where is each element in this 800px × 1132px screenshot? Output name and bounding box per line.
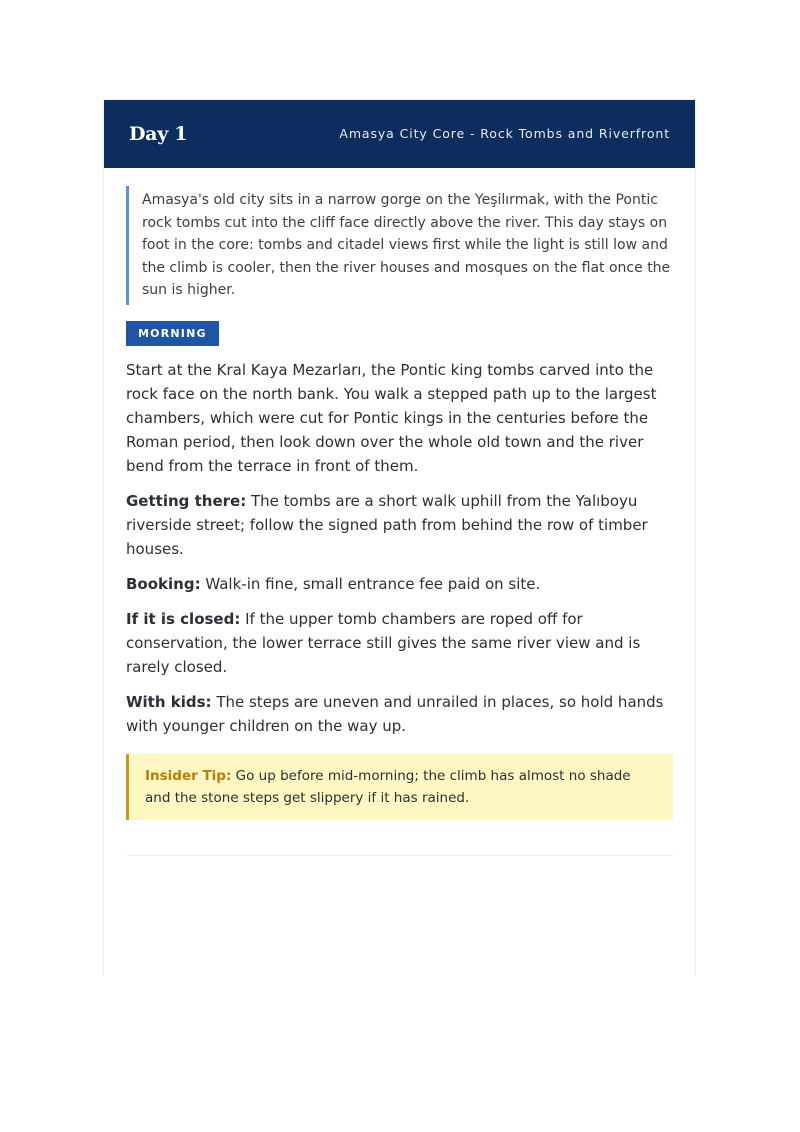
insider-tip-label: Insider Tip:	[145, 767, 232, 784]
insider-tip-box	[126, 754, 673, 820]
booking-label: Booking:	[126, 574, 201, 593]
with-kids-text: The steps are uneven and unrailed in places, so hold hands with younger children on the way up.	[126, 692, 664, 735]
getting-there-text: The tombs are a short walk uphill from the Yalıboyu riverside street; follow the signed path from behind the row of timber houses.	[126, 491, 648, 558]
intro-quote: Amasya's old city sits in a narrow gorge on the Yeşilırmak, with the Pontic rock tombs cut into the cliff face directly above the river. This day stays on foot in the core: tombs and citadel views first while the light is still low and the climb is cooler, then the river houses and mosques on the flat once the sun is higher.	[126, 186, 673, 305]
morning-description: Start at the Kral Kaya Mezarları, the Pontic king tombs carved into the rock face on the north bank. You walk a stepped path up to the largest chambers, which were cut for Pontic kings in the centuries before the Roman period, then look down over the whole old town and the river bend from the terrace in front of them.	[126, 360, 657, 475]
day-title: Day 1	[129, 123, 188, 145]
day-subtitle: Amasya City Core - Rock Tombs and Riverfront	[339, 126, 670, 141]
section-divider	[126, 855, 673, 856]
day-header	[104, 100, 695, 168]
day-card	[103, 99, 696, 975]
booking-text: Walk-in fine, small entrance fee paid on site.	[205, 574, 541, 593]
if-closed-line	[126, 607, 673, 679]
getting-there-line	[126, 489, 673, 561]
morning-badge: MORNING	[126, 321, 219, 346]
getting-there-label: Getting there:	[126, 491, 247, 510]
day-body	[104, 168, 695, 856]
with-kids-line	[126, 690, 673, 738]
if-closed-label: If it is closed:	[126, 609, 241, 628]
booking-line	[126, 572, 673, 596]
with-kids-label: With kids:	[126, 692, 212, 711]
insider-tip-text: Go up before mid-morning; the climb has almost no shade and the stone steps get slippery if it has rained.	[145, 767, 631, 806]
if-closed-text: If the upper tomb chambers are roped off for conservation, the lower terrace still gives the same river view and is rarely closed.	[126, 609, 641, 676]
